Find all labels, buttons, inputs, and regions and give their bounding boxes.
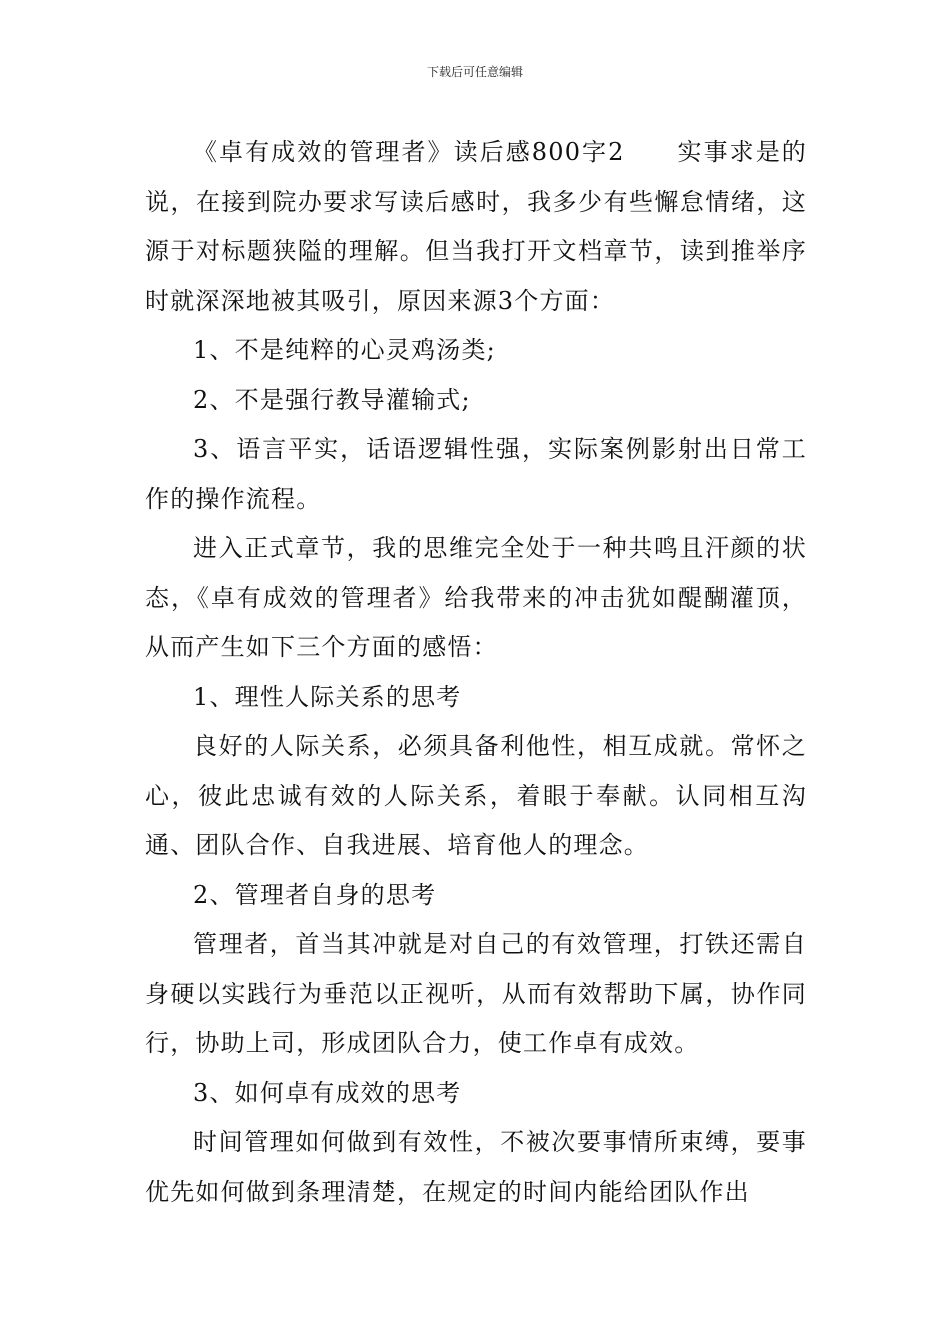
paragraph-intro: 《卓有成效的管理者》读后感800字2 实事求是的说，在接到院办要求写读后感时，我多少有些懈怠情绪，这源于对标题狭隘的理解。但当我打开文档章节，读到推举序时就深深地被其吸引，原因来源3个方面： [145,138,807,315]
section-heading-relationships: 1、理性人际关系的思考 [193,682,462,711]
list-item-point-3: 3、语言平实，话语逻辑性强，实际案例影射出日常工作的操作流程。 [145,435,807,513]
document-body [145,128,807,1217]
list-item-point-2: 2、不是强行教导灌输式; [193,385,471,414]
page-header: 下载后可任意编辑 [426,65,523,79]
paragraph-effectiveness: 时间管理如何做到有效性，不被次要事情所束缚，要事优先如何做到条理清楚，在规定的时间内能给团队作出 [145,1128,807,1206]
section-heading-effectiveness: 3、如何卓有成效的思考 [193,1078,462,1107]
paragraph-main-chapter: 进入正式章节，我的思维完全处于一种共鸣且汗颜的状态，《卓有成效的管理者》给我带来的冲击犹如醍醐灌顶，从而产生如下三个方面的感悟： [145,534,807,661]
list-item-point-1: 1、不是纯粹的心灵鸡汤类; [193,336,496,364]
paragraph-relationships: 良好的人际关系，必须具备利他性，相互成就。常怀之心，彼此忠诚有效的人际关系，着眼于奉献。认同相互沟通、团队合作、自我进展、培育他人的理念。 [145,732,807,859]
section-heading-manager-self: 2、管理者自身的思考 [193,880,437,909]
paragraph-manager-self: 管理者，首当其冲就是对自己的有效管理，打铁还需自身硬以实践行为垂范以正视听，从而有效帮助下属，协作同行，协助上司，形成团队合力，使工作卓有成效。 [145,930,807,1057]
